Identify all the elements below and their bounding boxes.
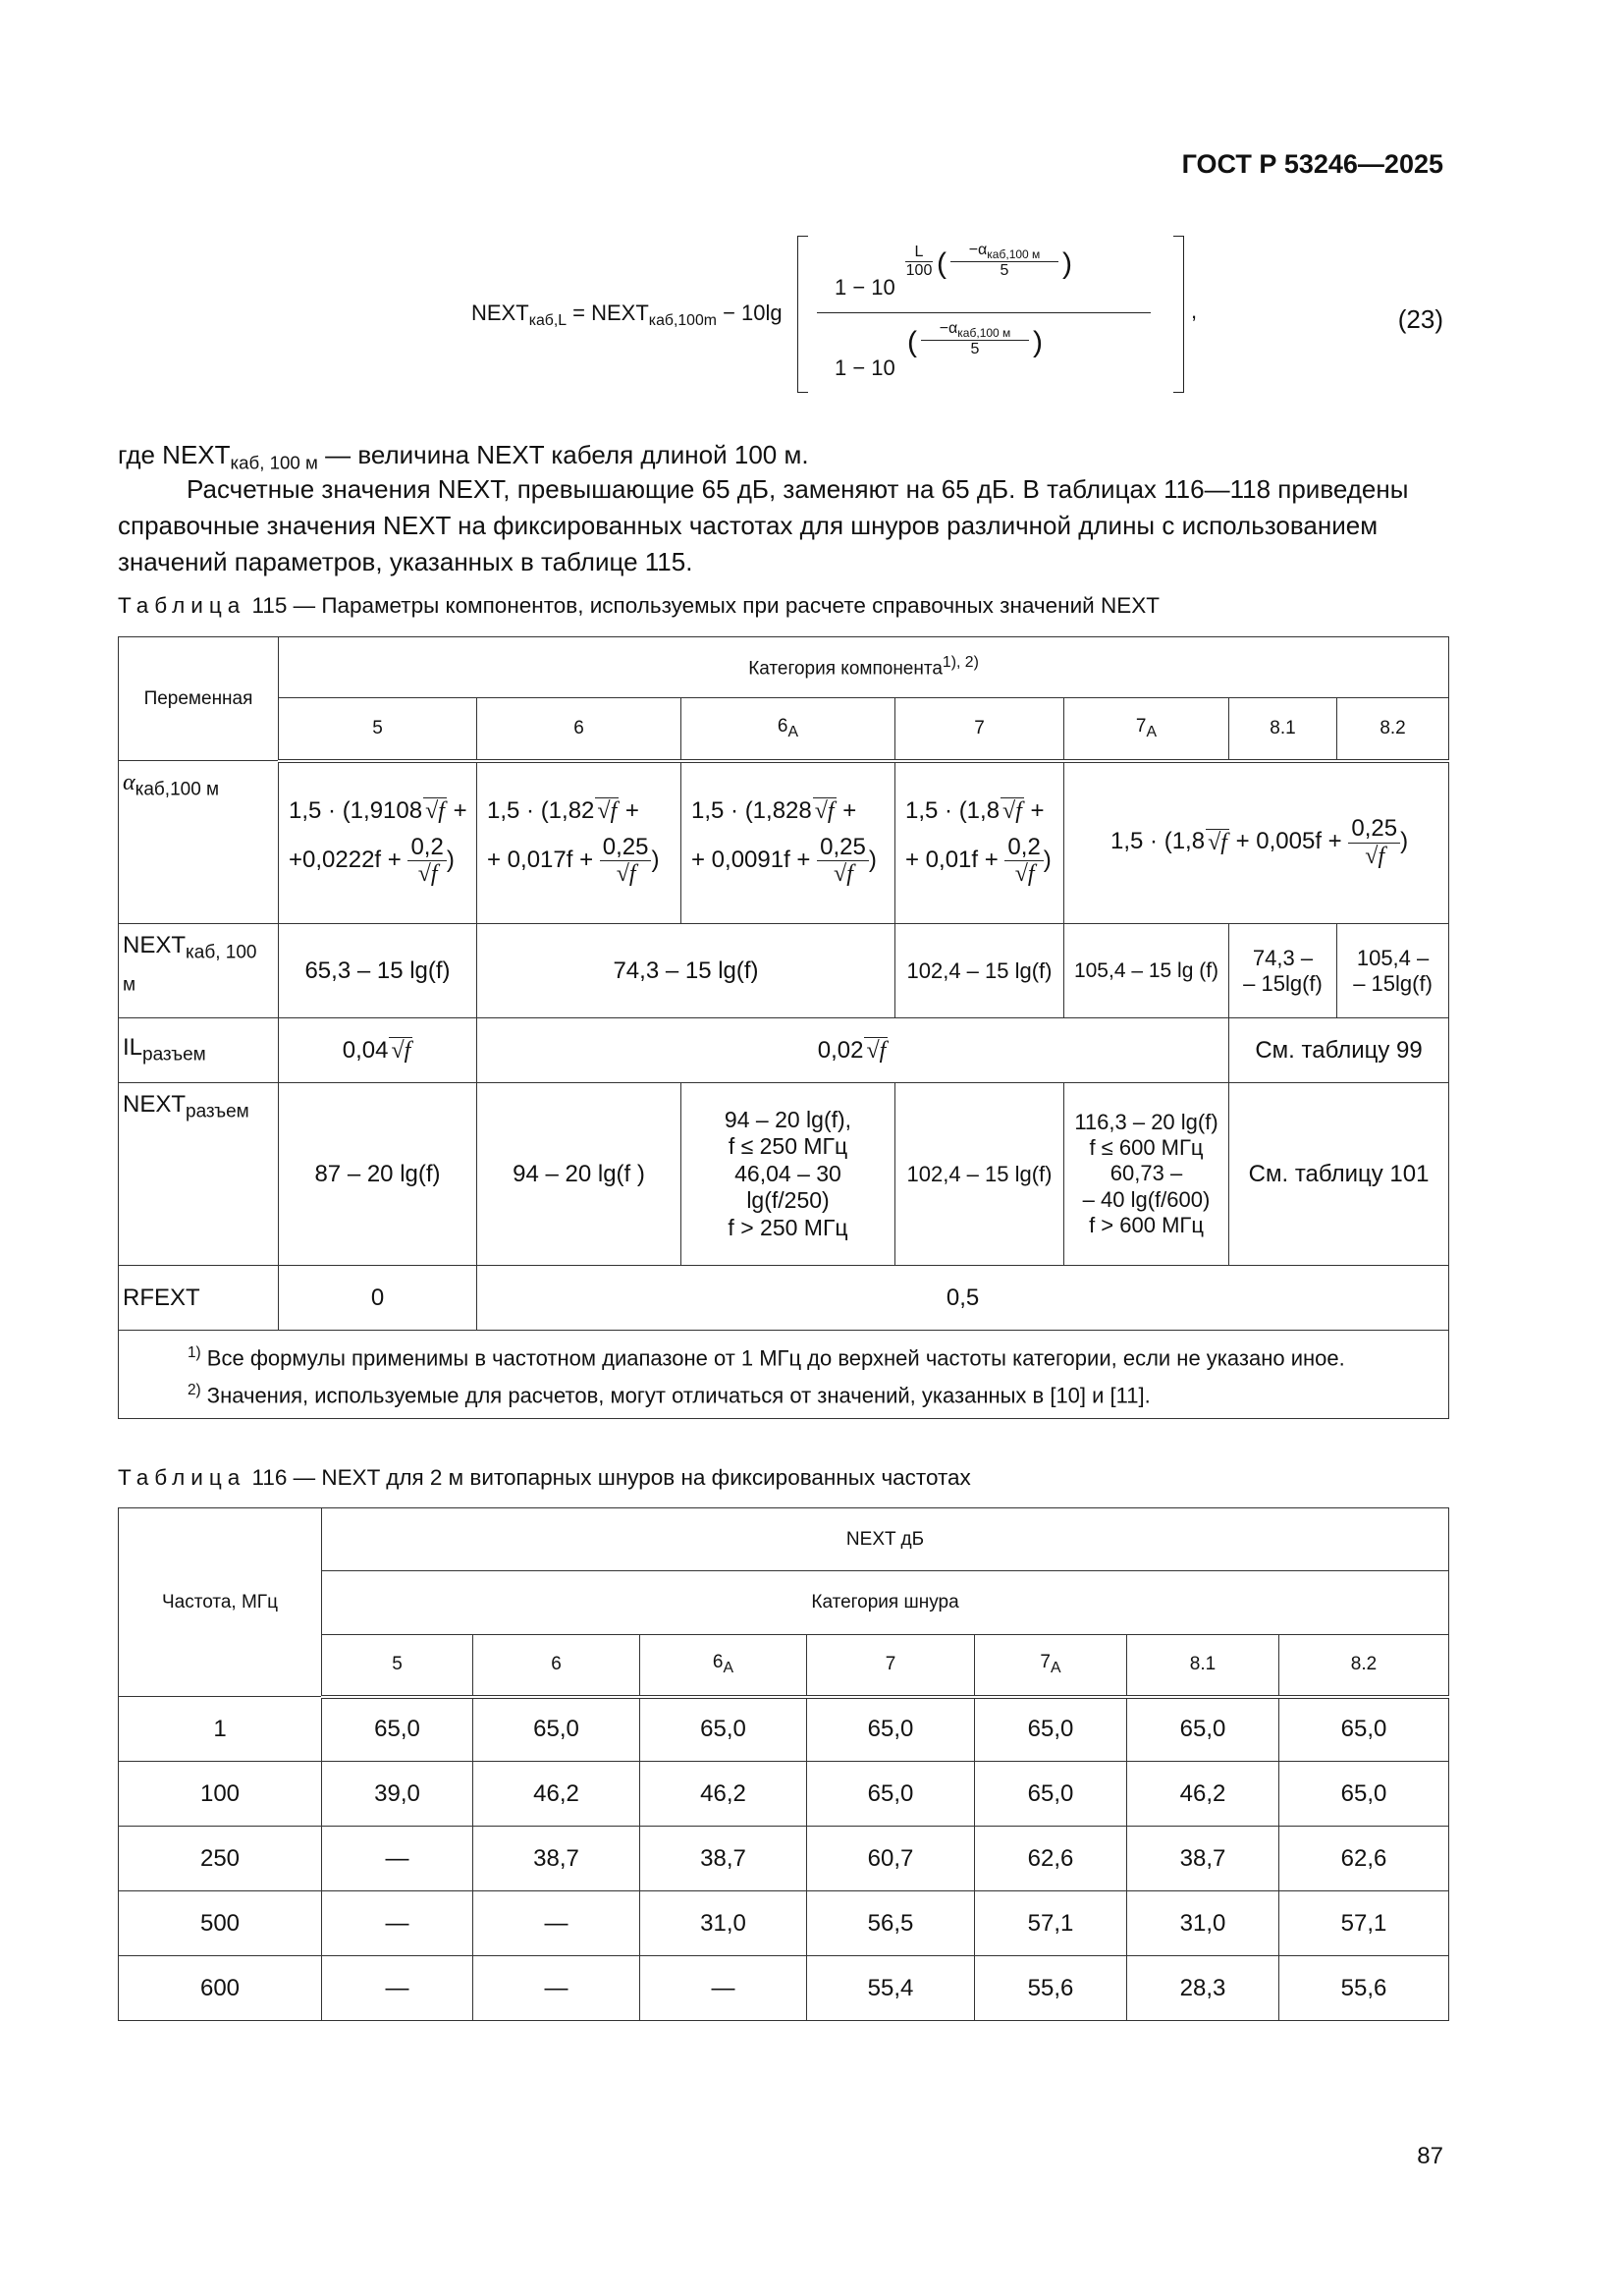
next-value-cell: 62,6 [975,1827,1127,1891]
next-value-cell: 65,0 [975,1697,1127,1762]
table-row [119,1762,1449,1827]
label-il: $IL_{разъем}$ [119,1018,279,1083]
next-conn-cat-7a: 116,3 – 20 lg(f) f ≤ 600 МГц 60,73 – – 40 lg(f/600) f > 600 МГц [1064,1083,1229,1266]
page-number: 87 [1417,2143,1443,2169]
next-value-cell: — [640,1956,807,2021]
next-value-cell: — [322,1956,473,2021]
header-cord-category: Категория шнура [322,1571,1449,1635]
next-value-cell: 31,0 [1127,1891,1279,1956]
alpha-cat-6a: 1,5 · (1,828√ f + + 0,0091f + 0,25 √ f ) [681,761,895,924]
label-rfext: RFEXT [119,1266,279,1331]
next-value-cell: 65,0 [807,1697,975,1762]
cord-cat-5: 5 [322,1635,473,1697]
next-cable-cat-8-2: 105,4 – – 15lg(f) [1337,924,1449,1018]
next-conn-cat-6a: 94 – 20 lg(f), f ≤ 250 МГц 46,04 – 30 lg(f/250) f > 250 МГц [681,1083,895,1266]
label-next-connector: $NEXT_{разъем}$ [119,1083,279,1266]
next-value-cell: 65,0 [322,1697,473,1762]
cord-cat-7a: $7_A$ [975,1635,1127,1697]
cord-cat-7: 7 [807,1635,975,1697]
next-cable-cat-8-1: 74,3 – – 15lg(f) [1229,924,1337,1018]
cat-7: 7 [895,698,1064,761]
cord-cat-6a: $6_A$ [640,1635,807,1697]
next-value-cell: 65,0 [1127,1697,1279,1762]
row-rfext [119,1266,1449,1331]
frequency-cell: 500 [119,1891,322,1956]
alpha-cat-6: 1,5 · (1,82√ f + + 0,017f + 0,25 √ f ) [477,761,681,924]
next-value-cell: 38,7 [473,1827,640,1891]
next-value-cell: 39,0 [322,1762,473,1827]
label-alpha: $\alpha_{каб,100 м}$ [119,761,279,924]
frequency-cell: 100 [119,1762,322,1827]
cat-6a: $6_A$ [681,698,895,761]
row-next-connector [119,1083,1449,1266]
next-value-cell: 28,3 [1127,1956,1279,2021]
table-116-caption: Таблица 116 — NEXT для 2 м витопарных шнуров на фиксированных частотах [118,1465,971,1490]
frequency-cell: 250 [119,1827,322,1891]
table-row [119,1827,1449,1891]
alpha-cat-5: 1,5 · (1,9108√ f + +0,0222f + 0,2 √ f ) [279,761,477,924]
left-bracket [797,236,808,393]
next-value-cell: 65,0 [807,1762,975,1827]
table-row [119,1697,1449,1762]
table-116 [118,1507,1449,2021]
next-value-cell: 57,1 [1279,1891,1449,1956]
next-conn-cat-6: 94 – 20 lg(f ) [477,1083,681,1266]
formula-numerator: 1 − 10 L 100 ( $-\alpha_{каб,100 м}$ 5 ) [835,242,1072,300]
next-value-cell: 65,0 [473,1697,640,1762]
cord-cat-8-1: 8.1 [1127,1635,1279,1697]
cord-cat-6: 6 [473,1635,640,1697]
next-value-cell: 38,7 [1127,1827,1279,1891]
table-115 [118,636,1449,1419]
alpha-cat-7: 1,5 · (1,8√ f + + 0,01f + 0,2 √ f ) [895,761,1064,924]
alpha-cat-7a-8: 1,5 · (1,8√ f + 0,005f + 0,25 √ f ) [1064,761,1449,924]
table-row [119,1891,1449,1956]
paragraph-where: где $NEXT_{каб, 100 м}$ — величина NEXT кабеля длиной 100 м. [118,440,809,473]
next-value-cell: 65,0 [640,1697,807,1762]
next-value-cell: 46,2 [640,1762,807,1827]
footnote-2: $^{2)}$ Значения, используемые для расчетов, могут отличаться от значений, указанных в [10] и [11]. [188,1382,1151,1408]
fraction-bar [817,312,1151,313]
il-cat-6-7a: 0,02√ f [477,1018,1229,1083]
next-value-cell: 56,5 [807,1891,975,1956]
next-cable-cat-5: 65,3 – 15 lg(f) [279,924,477,1018]
row-next-cable [119,924,1449,1018]
rfext-cat-5: 0 [279,1266,477,1331]
next-value-cell: 46,2 [473,1762,640,1827]
formula-fraction [817,238,1163,389]
next-value-cell: — [322,1891,473,1956]
next-value-cell: — [322,1827,473,1891]
header-frequency: Частота, МГц [119,1508,322,1697]
cat-6: 6 [477,698,681,761]
next-conn-cat-8: См. таблицу 101 [1229,1083,1449,1266]
next-conn-cat-5: 87 – 20 lg(f) [279,1083,477,1266]
next-conn-cat-7: 102,4 – 15 lg(f) [895,1083,1064,1266]
il-cat-5: 0,04√ f [279,1018,477,1083]
next-value-cell: — [473,1891,640,1956]
next-value-cell: 55,6 [975,1956,1127,2021]
next-value-cell: 60,7 [807,1827,975,1891]
next-value-cell: 65,0 [1279,1697,1449,1762]
row-footnotes [119,1331,1449,1419]
next-value-cell: 62,6 [1279,1827,1449,1891]
right-bracket [1173,236,1184,393]
frequency-cell: 1 [119,1697,322,1762]
frequency-cell: 600 [119,1956,322,2021]
next-value-cell: — [473,1956,640,2021]
il-cat-8: См. таблицу 99 [1229,1018,1449,1083]
next-value-cell: 38,7 [640,1827,807,1891]
header-next: NEXT дБ [322,1508,1449,1571]
rfext-cat-6-8: 0,5 [477,1266,1449,1331]
next-value-cell: 55,4 [807,1956,975,2021]
next-cable-cat-7a: 105,4 – 15 lg (f) [1064,924,1229,1018]
row-alpha [119,761,1449,924]
next-value-cell: 46,2 [1127,1762,1279,1827]
cat-5: 5 [279,698,477,761]
cat-8-2: 8.2 [1337,698,1449,761]
next-value-cell: 31,0 [640,1891,807,1956]
row-il [119,1018,1449,1083]
formula-23: $NEXT_{каб,L}$ = $NEXT_{каб,100m} - 10\lg$ 1 − 10 L 100 ( $-\alpha_{каб,100 м}$ 5 ) 1 − 10 ( $-\alpha_{каб,100 м}$ 5 ) , [471,234,1080,396]
table-row [119,1956,1449,2021]
header-variable: Переменная [119,637,279,761]
paragraph-calc-values: Расчетные значения NEXT, превышающие 65 дБ, заменяют на 65 дБ. В таблицах 116—118 приведены справочные значения NEXT на фиксированных частотах для шнуров различной длины с использованием значений параметров, указанных в таблице 115. [118,474,1409,576]
cat-8-1: 8.1 [1229,698,1337,761]
table-115-caption: Таблица 115 — Параметры компонентов, используемых при расчете справочных значений NEXT [118,593,1160,618]
next-cable-cat-6: 74,3 – 15 lg(f) [477,924,895,1018]
label-next-cable: $NEXT_{каб, 100 м}$ [119,924,279,1018]
next-value-cell: 65,0 [1279,1762,1449,1827]
header-category: Категория компонента$^{1), 2)}$ [279,637,1449,698]
next-value-cell: 55,6 [1279,1956,1449,2021]
table-115-footnotes [119,1331,1449,1419]
equation-number: (23) [1397,304,1443,334]
formula-denominator: 1 − 10 ( $-\alpha_{каб,100 м}$ 5 ) [835,320,1043,380]
formula-lhs: $NEXT_{каб,L}$ = $NEXT_{каб,100m} - 10\lg$ [471,301,783,329]
cord-cat-8-2: 8.2 [1279,1635,1449,1697]
next-cable-cat-7: 102,4 – 15 lg(f) [895,924,1064,1018]
next-value-cell: 57,1 [975,1891,1127,1956]
document-id: ГОСТ Р 53246—2025 [1181,149,1443,179]
cat-7a: $7_A$ [1064,698,1229,761]
footnote-1: $^{1)}$ Все формулы применимы в частотном диапазоне от 1 МГц до верхней частоты категории, если не указано иное. [188,1344,1345,1371]
next-value-cell: 65,0 [975,1762,1127,1827]
